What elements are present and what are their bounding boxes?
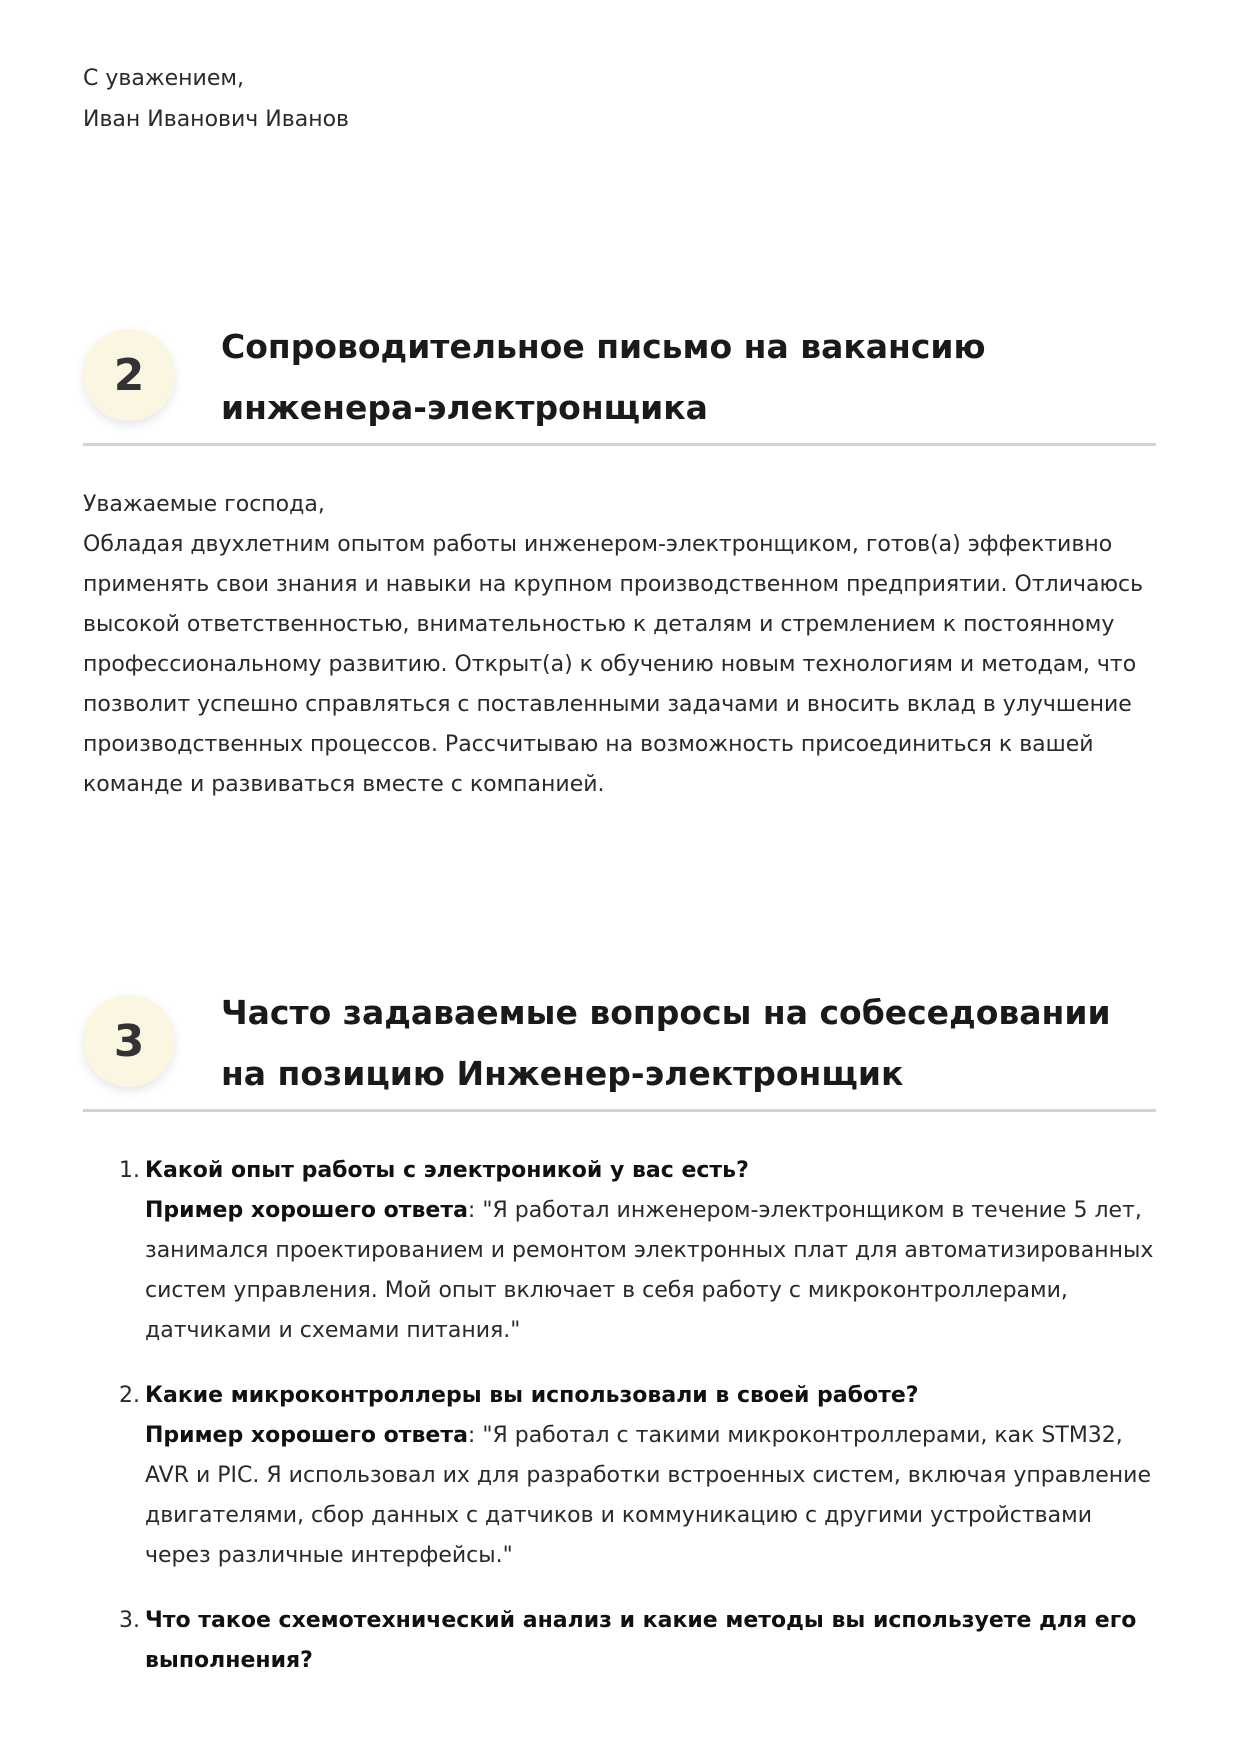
signature-name: Иван Иванович Иванов	[83, 107, 349, 132]
section-number-badge: 2	[83, 329, 175, 421]
faq-question: Какие микроконтроллеры вы использовали в своей работе?	[145, 1383, 919, 1408]
faq-item-number: 2.	[119, 1383, 140, 1408]
faq-item	[83, 1601, 1163, 1681]
letter-body: Обладая двухлетним опытом работы инженером-электронщиком, готов(а) эффективно применять свои знания и навыки на крупном производственном предприятии. Отличаюсь высокой ответственностью, внимательностью к деталям и стремлением к постоянному профессиональному развитию. Открыт(а) к обучению новым технологиям и методам, что позволит успешно справляться с поставленными задачами и вносить вклад в улучшение производственных процессов. Рассчитываю на возможность присоединиться к вашей команде и развиваться вместе с компанией.	[83, 532, 1144, 797]
closing-block	[83, 58, 349, 140]
faq-item-number: 3.	[119, 1608, 140, 1633]
faq-answer	[145, 1191, 1163, 1351]
faq-item	[83, 1376, 1163, 1576]
faq-item	[83, 1151, 1163, 1351]
faq-answer	[145, 1416, 1163, 1576]
section-number-badge: 3	[83, 995, 175, 1087]
letter-salutation: Уважаемые господа,	[83, 492, 325, 517]
section-title: Сопроводительное письмо на вакансию инженера-электронщика	[221, 327, 986, 427]
faq-item-number: 1.	[119, 1158, 140, 1183]
cover-letter	[83, 485, 1163, 805]
faq-question: Что такое схемотехнический анализ и какие методы вы используете для его выполнения?	[145, 1608, 1137, 1673]
section-header-cover-letter	[83, 316, 1156, 446]
answer-label: Пример хорошего ответа	[145, 1423, 468, 1448]
faq-list	[83, 1151, 1163, 1706]
answer-text: : "Я работал с такими микроконтроллерами, как STM32, AVR и PIC. Я использовал их для разработки встроенных систем, включая управление двигателями, сбор данных с датчиков и коммуникацию с другими устройствами через различные интерфейсы."	[145, 1423, 1151, 1568]
answer-label: Пример хорошего ответа	[145, 1198, 468, 1223]
closing-greeting: С уважением,	[83, 66, 244, 91]
section-title: Часто задаваемые вопросы на собеседовании на позицию Инженер-электронщик	[221, 993, 1111, 1093]
faq-question: Какой опыт работы с электроникой у вас есть?	[145, 1158, 749, 1183]
answer-text: : "Я работал инженером-электронщиком в течение 5 лет, занимался проектированием и ремонтом электронных плат для автоматизированных систем управления. Мой опыт включает в себя работу с микроконтроллерами, датчиками и схемами питания."	[145, 1198, 1154, 1343]
section-header-faq	[83, 982, 1156, 1112]
